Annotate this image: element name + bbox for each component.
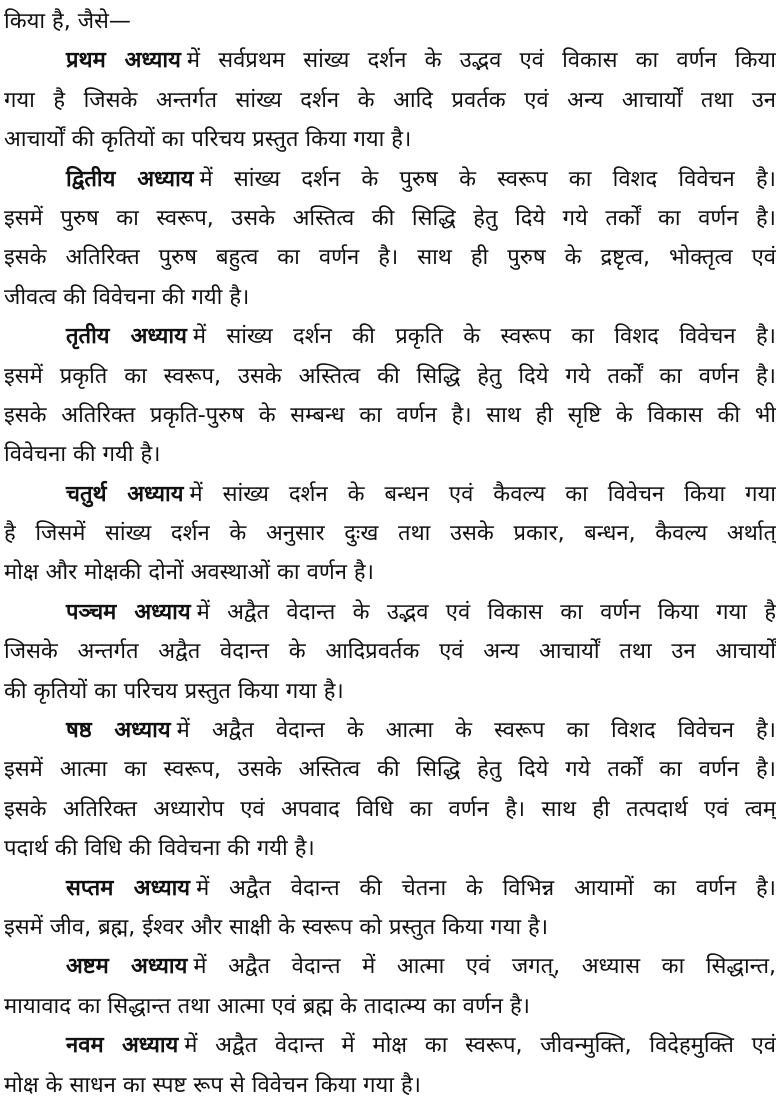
chapter-paragraph [4,41,776,159]
chapter-heading: अष्टम अध्याय [66,954,188,980]
text-line [4,790,776,829]
line-text: इसके अतिरिक्त प्रकृति-पुरुष के सम्बन्ध का वर्णन है। साथ ही सृष्टि के विकास की भी [4,402,776,428]
line-text: पदार्थ की विधि की विवेचना की गयी है। [4,836,315,862]
text-line [4,238,776,277]
chapter-heading: नवम अध्याय [66,1033,179,1059]
line-text: गया है जिसके अन्तर्गत सांख्य दर्शन के आदि प्रवर्तक एवं अन्य आचार्यों तथा उन [4,87,776,113]
line-text: जीवत्व की विवेचना की गयी है। [4,284,250,310]
text-line [4,908,776,947]
text-line [4,632,776,671]
text-line [4,435,776,474]
line-text: इसमें प्रकृति का स्वरूप, उसके अस्तित्व की सिद्धि हेतु दिये गये तर्कों का वर्णन है। [4,363,776,389]
text-line [4,750,776,789]
text-line [4,1066,776,1105]
line-text: की कृतियों का परिचय प्रस्तुत किया गया है। [4,678,344,704]
chapter-heading: तृतीय अध्याय [66,324,187,350]
text-line [4,475,776,514]
line-text: में अद्वैत वेदान्त के उद्भव एवं विकास का वर्णन किया गया है [196,599,776,625]
line-text: में अद्वैत वेदान्त के आत्मा के स्वरूप का विशद विवेचन है। [176,718,776,744]
text-line [4,81,776,120]
chapter-summaries [4,41,776,1105]
text-line [4,278,776,317]
line-text: मायावाद का सिद्धान्त तथा आत्मा एवं ब्रह्म के तादात्म्य का वर्णन है। [4,993,531,1019]
line-text: में सांख्य दर्शन के पुरुष के स्वरूप का विशद विवेचन है। [199,166,776,192]
text-line [4,160,776,199]
chapter-paragraph [4,317,776,475]
line-text: में अद्वैत वेदान्त में आत्मा एवं जगत्, अध्यास का सिद्धान्त, [193,954,776,980]
line-text: इसके अतिरिक्त अध्यारोप एवं अपवाद विधि का वर्णन है। साथ ही तत्पदार्थ एवं त्वम् [4,796,776,822]
line-text: इसमें जीव, ब्रह्म, ईश्वर और साक्षी के स्वरूप को प्रस्तुत किया गया है। [4,914,549,940]
chapter-heading: प्रथम अध्याय [66,48,181,74]
line-text: इसमें आत्मा का स्वरूप, उसके अस्तित्व की सिद्धि हेतु दिये गये तर्कों का वर्णन है। [4,757,776,783]
line-text: है जिसमें सांख्य दर्शन के अनुसार दुःख तथा उसके प्रकार, बन्धन, कैवल्य अर्थात् [4,521,776,547]
chapter-paragraph [4,869,776,948]
chapter-heading: द्वितीय अध्याय [66,166,194,192]
text-line [4,553,776,592]
line-text: इसके अतिरिक्त पुरुष बहुत्व का वर्णन है। साथ ही पुरुष के द्रष्टृत्व, भोक्तृत्व एवं [4,245,776,271]
line-text: आचार्यों की कृतियों का परिचय प्रस्तुत किया गया है। [4,127,412,153]
text-line [4,396,776,435]
line-text: में अद्वैत वेदान्त की चेतना के विभिन्न आयामों का वर्णन है। [196,875,776,901]
text-line [4,317,776,356]
line-text: इसमें पुरुष का स्वरूप, उसके अस्तित्व की सिद्धि हेतु दिये गये तर्कों का वर्णन है। [4,205,776,231]
line-text: मोक्ष और मोक्षकी दोनों अवस्थाओं का वर्णन है। [4,560,374,586]
text-line [4,41,776,80]
chapter-heading: सप्तम अध्याय [66,875,191,901]
line-text: जिसके अन्तर्गत अद्वैत वेदान्त के आदिप्रवर्तक एवं अन्य आचार्यों तथा उन आचार्यों [4,639,776,665]
text-line [4,514,776,553]
text-line [4,987,776,1026]
chapter-heading: पञ्चम अध्याय [66,599,191,625]
line-text: में सांख्य दर्शन के बन्धन एवं कैवल्य का विवेचन किया गया [189,481,776,507]
intro-line: किया है, जैसे— [4,9,131,34]
text-line [4,357,776,396]
line-text: में अद्वैत वेदान्त में मोक्ष का स्वरूप, जीवन्मुक्ति, विदेहमुक्ति एवं [184,1033,776,1059]
line-text: में सांख्य दर्शन की प्रकृति के स्वरूप का विशद विवेचन है। [192,324,776,350]
text-line [4,869,776,908]
text-line [4,120,776,159]
chapter-heading: षष्ठ अध्याय [66,718,171,744]
chapter-heading: चतुर्थ अध्याय [66,481,184,507]
text-line [4,711,776,750]
chapter-paragraph [4,1026,776,1105]
chapter-paragraph [4,593,776,711]
text-line [4,199,776,238]
chapter-paragraph [4,711,776,869]
text-line [4,593,776,632]
line-text: मोक्ष के साधन का स्पष्ट रूप से विवेचन किया गया है। [4,1072,421,1098]
chapter-paragraph [4,475,776,593]
text-line [4,947,776,986]
chapter-paragraph [4,947,776,1026]
text-line [4,672,776,711]
line-text: में सर्वप्रथम सांख्य दर्शन के उद्भव एवं विकास का वर्णन किया [186,48,776,74]
text-line [4,1026,776,1065]
line-text: विवेचना की गयी है। [4,442,161,468]
text-line [4,829,776,868]
chapter-paragraph [4,160,776,318]
